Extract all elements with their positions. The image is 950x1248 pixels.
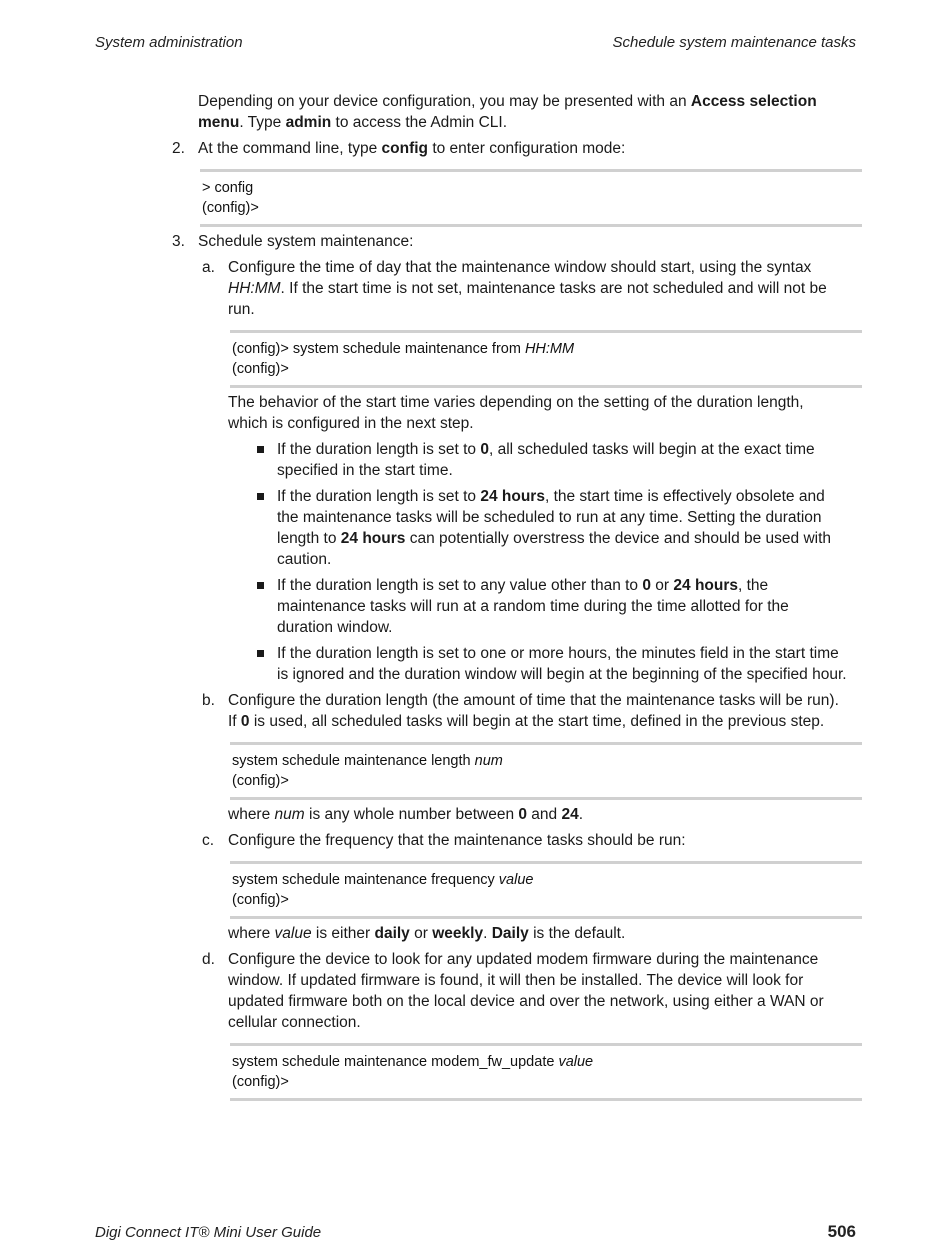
text-span: is used, all scheduled tasks will begin at the start time, defined in the previous step. [249, 713, 825, 730]
code-line: (config)> [232, 1074, 289, 1090]
intro-text: . Type [239, 114, 286, 131]
text-span: can potentially overstress the device and should be used with [405, 530, 832, 547]
substep-letter: c. [202, 832, 215, 849]
text-line: run. [228, 301, 255, 318]
intro-bold: Access selection [690, 93, 817, 110]
text-line: updated firmware both on the local device and over the network, using either a WAN or [228, 993, 824, 1010]
intro-bold: admin [285, 114, 332, 131]
text-line [277, 439, 867, 460]
text-span: or [650, 577, 674, 594]
intro-bold: menu [198, 114, 240, 131]
step-number: 2. [172, 140, 185, 157]
code-text: system schedule maintenance modem_fw_update [232, 1054, 559, 1070]
text-line: If the duration length is set to one or more hours, the minutes field in the start time [277, 645, 839, 662]
bold-span: 0 [480, 441, 489, 458]
bold-span: 24 hours [673, 577, 738, 594]
bold-span: 24 [561, 806, 579, 823]
code-text: (config)> system schedule maintenance from [232, 341, 525, 357]
bullet-item [277, 486, 867, 570]
text-span: , the [738, 577, 769, 594]
text-line: cellular connection. [228, 1014, 361, 1031]
bullet-item [277, 439, 867, 481]
intro-paragraph [198, 91, 848, 133]
code-italic: num [474, 753, 503, 769]
footer-guide-title: Digi Connect IT® Mini User Guide [95, 1224, 322, 1241]
intro-text: Depending on your device configuration, you may be presented with an [198, 93, 691, 110]
bold-span: 24 hours [480, 488, 545, 505]
code-line [232, 339, 862, 359]
text-line: duration window. [277, 619, 393, 636]
code-line: > config [202, 180, 254, 196]
code-line: (config)> [232, 361, 289, 377]
text-line [277, 528, 867, 549]
page-footer [95, 1224, 856, 1241]
text-span: is either [311, 925, 375, 942]
text-span: If the duration length is set to any value other than to [277, 577, 643, 594]
step-text: to enter configuration mode: [428, 140, 626, 157]
code-block-modem-fw [230, 1043, 862, 1101]
text-line: specified in the start time. [277, 462, 453, 479]
code-italic: value [558, 1054, 594, 1070]
bullet-item [277, 575, 867, 638]
text-span: or [409, 925, 433, 942]
code-line: (config)> [232, 892, 289, 908]
text-line [277, 486, 867, 507]
text-line: Configure the duration length (the amount of time that the maintenance tasks will be run). [228, 692, 839, 709]
text-line: Configure the time of day that the maintenance window should start, using the syntax [228, 259, 812, 276]
text-line: window. If updated firmware is found, it will then be installed. The device will look for [228, 972, 804, 989]
text-line [228, 278, 868, 299]
bold-span: weekly [432, 925, 484, 942]
text-span: , the start time is effectively obsolete and [544, 488, 825, 505]
code-line: (config)> [232, 773, 289, 789]
code-text: system schedule maintenance frequency [232, 872, 499, 888]
bold-span: 0 [518, 806, 527, 823]
text-line: the maintenance tasks will be scheduled to run at any time. Setting the duration [277, 509, 822, 526]
text-span: . If the start time is not set, maintenance tasks are not scheduled and will not be [280, 280, 827, 297]
bullet-item [277, 643, 877, 685]
text-span: length to [277, 530, 341, 547]
substep-a-text [228, 257, 868, 320]
text-span: If the duration length is set to [277, 441, 481, 458]
substep-c-text: Configure the frequency that the maintenance tasks should be run: [228, 832, 686, 849]
code-block-config [200, 169, 862, 227]
substep-letter: a. [202, 259, 215, 276]
bullet-square-icon [257, 650, 264, 657]
substep-letter: b. [202, 692, 215, 709]
step-number: 3. [172, 233, 185, 250]
text-line: The behavior of the start time varies depending on the setting of the duration length, [228, 394, 804, 411]
where-value-text [228, 923, 625, 944]
italic-text: num [274, 806, 305, 823]
code-italic: value [498, 872, 534, 888]
substep-d-text [228, 949, 868, 1033]
text-span: If [228, 713, 241, 730]
step-3-text: Schedule system maintenance: [198, 233, 414, 250]
text-line: Configure the device to look for any updated modem firmware during the maintenance [228, 951, 819, 968]
code-text: system schedule maintenance length [232, 753, 475, 769]
bullet-square-icon [257, 446, 264, 453]
code-block-frequency [230, 861, 862, 919]
italic-text: value [274, 925, 312, 942]
behavior-paragraph [228, 392, 868, 434]
text-line: which is configured in the next step. [228, 415, 474, 432]
text-span: . [483, 925, 492, 942]
header-topic-title: Schedule system maintenance tasks [612, 34, 856, 51]
bold-span: 24 hours [340, 530, 406, 547]
header-section-title: System administration [95, 34, 243, 51]
text-line: is ignored and the duration window will begin at the beginning of the specified hour. [277, 666, 847, 683]
text-span: where [228, 806, 275, 823]
code-line [232, 1052, 862, 1072]
bold-span: 0 [642, 577, 651, 594]
text-span: is the default. [528, 925, 626, 942]
bold-span: daily [374, 925, 410, 942]
bold-span: 0 [240, 713, 250, 730]
italic-text: HH:MM [228, 280, 281, 297]
code-line [232, 870, 862, 890]
substep-b-text [228, 690, 878, 732]
page-number: 506 [827, 1222, 856, 1241]
text-span: . [578, 806, 584, 823]
text-span: is any whole number between [304, 806, 519, 823]
step-bold: config [381, 140, 429, 157]
where-num-text [228, 804, 583, 825]
bullet-square-icon [257, 582, 264, 589]
code-block-from [230, 330, 862, 388]
text-line: maintenance tasks will run at a random time during the time allotted for the [277, 598, 789, 615]
bold-span: Daily [491, 925, 529, 942]
text-span: , all scheduled tasks will begin at the exact time [488, 441, 815, 458]
text-line [277, 575, 867, 596]
text-span: If the duration length is set to [277, 488, 481, 505]
code-line [232, 751, 862, 771]
text-span: where [228, 925, 275, 942]
text-span: and [527, 806, 562, 823]
intro-text: to access the Admin CLI. [331, 114, 508, 131]
step-2-text [198, 138, 625, 159]
text-line: caution. [277, 551, 332, 568]
bullet-square-icon [257, 493, 264, 500]
substep-letter: d. [202, 951, 215, 968]
code-block-length [230, 742, 862, 800]
code-line: (config)> [202, 200, 259, 216]
text-line [228, 711, 878, 732]
step-text: At the command line, type [198, 140, 382, 157]
code-italic: HH:MM [524, 341, 575, 357]
